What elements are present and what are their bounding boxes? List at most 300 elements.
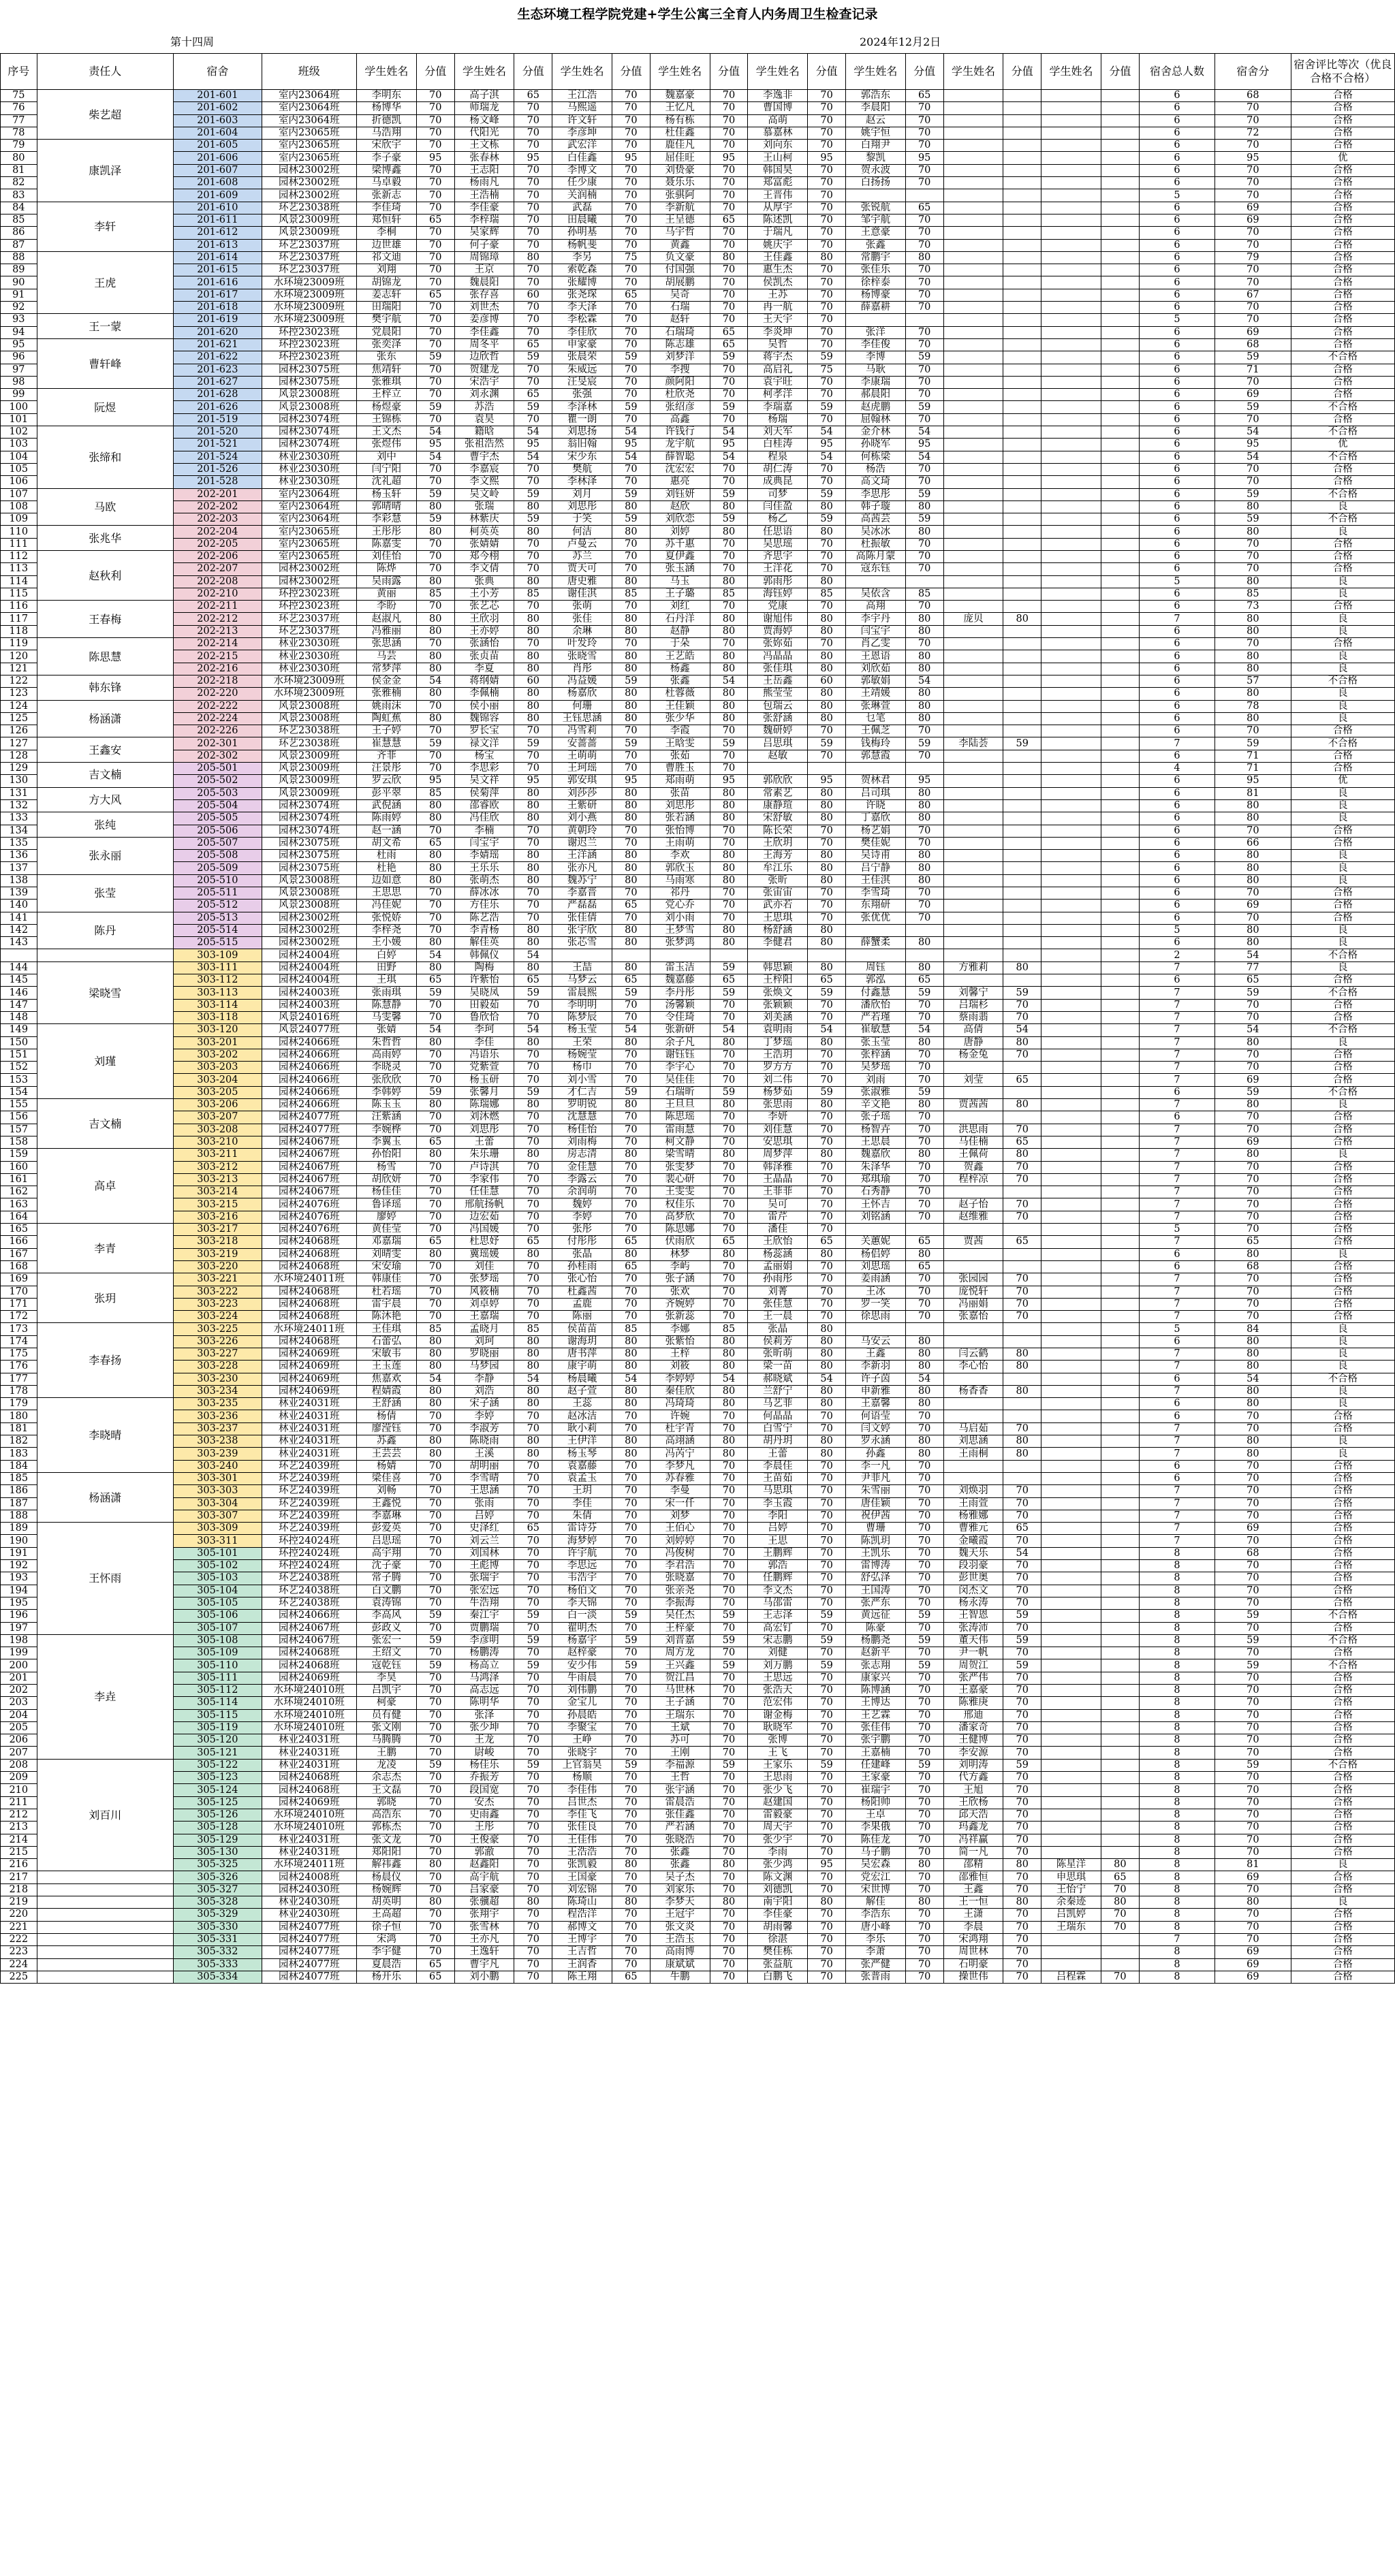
student-score: 80 (905, 500, 943, 513)
student-score: 70 (612, 1871, 651, 1883)
student-score (1003, 289, 1041, 301)
row-number: 171 (1, 1298, 37, 1310)
student-score: 80 (905, 1398, 943, 1410)
student-score: 65 (416, 214, 454, 226)
student-score: 59 (1003, 1634, 1041, 1647)
student-name (1041, 601, 1101, 613)
row-number: 108 (1, 500, 37, 513)
row-number: 213 (1, 1822, 37, 1834)
student-name (943, 850, 1003, 862)
student-score: 70 (514, 837, 552, 849)
student-name: 张浩天 (748, 1685, 808, 1697)
student-name: 杜思妤 (454, 1236, 514, 1248)
student-score: 70 (710, 601, 748, 613)
class-name: 林业24031班 (262, 1448, 356, 1460)
student-score (1003, 688, 1041, 700)
table-row (1, 214, 1395, 226)
student-score (1101, 413, 1140, 426)
dorm-number: 201-605 (173, 140, 262, 152)
row-number: 184 (1, 1460, 37, 1472)
student-score (1101, 1535, 1140, 1547)
student-score (1003, 152, 1041, 164)
student-name: 吴子杰 (650, 1871, 710, 1883)
class-name: 园林24003班 (262, 987, 356, 999)
dorm-grade: 合格 (1291, 1410, 1394, 1422)
student-name: 邢迪 (943, 1709, 1003, 1721)
page-title: 生态环境工程学院党建+学生公寓三全育人内务周卫生检查记录 (517, 7, 878, 22)
dorm-score: 70 (1215, 1485, 1291, 1497)
student-score (1003, 625, 1041, 637)
student-score (1003, 725, 1041, 737)
dorm-score: 95 (1215, 439, 1291, 451)
student-name: 冯雅丽 (356, 625, 416, 637)
student-score: 70 (416, 1124, 454, 1136)
student-name: 李聚宝 (552, 1721, 612, 1734)
student-score (1101, 1149, 1140, 1161)
dorm-grade: 合格 (1291, 1260, 1394, 1273)
student-score: 65 (514, 974, 552, 987)
student-score: 70 (612, 376, 651, 388)
student-name: 宋浩宇 (454, 376, 514, 388)
table-row (1, 1086, 1395, 1098)
student-name (1041, 1784, 1101, 1796)
student-name: 杨高立 (454, 1659, 514, 1672)
student-name: 魏嘉欣 (845, 1149, 905, 1161)
dorm-number: 305-124 (173, 1784, 262, 1796)
student-name: 祁文迪 (356, 251, 416, 264)
student-name (943, 289, 1003, 301)
student-score: 80 (808, 712, 846, 725)
table-row (1, 1921, 1395, 1933)
student-score: 70 (416, 463, 454, 475)
student-score: 70 (808, 314, 846, 326)
dorm-total: 6 (1139, 513, 1214, 526)
dorm-number: 202-218 (173, 675, 262, 687)
student-score: 59 (710, 488, 748, 500)
student-name (845, 924, 905, 936)
row-number: 109 (1, 513, 37, 526)
student-name: 杨雪 (356, 1161, 416, 1173)
class-name: 园林23002班 (262, 189, 356, 202)
student-name (943, 625, 1003, 637)
student-score: 70 (808, 900, 846, 912)
student-name (845, 949, 905, 961)
student-name: 刘宏锦 (552, 1883, 612, 1896)
student-name (1041, 1173, 1101, 1186)
student-name: 王卓 (845, 1809, 905, 1821)
student-name: 李瑞嘉 (748, 401, 808, 413)
dorm-score: 80 (1215, 1361, 1291, 1373)
dorm-number: 205-504 (173, 799, 262, 812)
student-name: 闫宁阳 (356, 463, 416, 475)
student-score (1101, 837, 1140, 849)
dorm-total: 8 (1139, 1834, 1214, 1846)
dorm-number: 303-219 (173, 1248, 262, 1260)
student-name: 付彤彤 (552, 1236, 612, 1248)
student-name: 宋少东 (552, 451, 612, 463)
student-score: 70 (710, 1585, 748, 1597)
student-name: 邱天浩 (943, 1809, 1003, 1821)
student-name: 孙明基 (552, 227, 612, 239)
dorm-total: 8 (1139, 1909, 1214, 1921)
dorm-total: 8 (1139, 1883, 1214, 1896)
student-score: 70 (1003, 1871, 1041, 1883)
student-name: 王玉莲 (356, 1361, 416, 1373)
student-name: 王雨桐 (943, 1448, 1003, 1460)
student-score: 80 (808, 961, 846, 974)
student-score: 70 (710, 1796, 748, 1809)
student-name (1041, 1834, 1101, 1846)
student-score: 70 (905, 887, 943, 900)
table-row (1, 575, 1395, 588)
student-name: 马芸 (356, 650, 416, 663)
class-name: 林业23030班 (262, 650, 356, 663)
student-name: 马安云 (845, 1335, 905, 1348)
dorm-grade: 不合格 (1291, 488, 1394, 500)
student-name: 崔敏慧 (845, 1024, 905, 1036)
student-name: 樊佳栋 (748, 1946, 808, 1958)
dorm-grade: 合格 (1291, 1062, 1394, 1074)
student-score: 65 (905, 1260, 943, 1273)
student-name: 刘中 (356, 451, 416, 463)
dorm-total: 7 (1139, 1186, 1214, 1198)
student-name: 王嘉豪 (943, 1685, 1003, 1697)
student-score (1003, 887, 1041, 900)
student-score: 70 (416, 1198, 454, 1211)
class-name: 环艺24039班 (262, 1523, 356, 1535)
dorm-grade: 合格 (1291, 1011, 1394, 1023)
student-name (943, 700, 1003, 712)
student-name: 李文熙 (454, 476, 514, 488)
student-name: 侯金金 (356, 675, 416, 687)
student-score: 80 (1003, 961, 1041, 974)
student-name (943, 1111, 1003, 1124)
student-name: 郑恒轩 (356, 214, 416, 226)
dorm-grade: 良 (1291, 787, 1394, 799)
student-name: 慕嘉林 (748, 127, 808, 139)
student-score: 70 (514, 1846, 552, 1858)
student-score: 70 (416, 1822, 454, 1834)
student-score: 80 (514, 625, 552, 637)
student-score: 70 (808, 750, 846, 762)
student-score: 59 (514, 1086, 552, 1098)
student-score: 70 (612, 825, 651, 837)
student-score: 85 (612, 588, 651, 600)
student-name (1041, 526, 1101, 538)
student-name (943, 912, 1003, 924)
student-name (943, 1062, 1003, 1074)
dorm-number: 201-611 (173, 214, 262, 226)
student-name (1041, 140, 1101, 152)
student-score (1101, 887, 1140, 900)
dorm-score: 70 (1215, 463, 1291, 475)
student-name: 薛冰冰 (454, 887, 514, 900)
student-name: 陈玉玉 (356, 1099, 416, 1111)
student-name: 姚宇恒 (845, 127, 905, 139)
student-score: 70 (612, 1049, 651, 1061)
student-score: 54 (710, 451, 748, 463)
student-name: 寇东钰 (845, 563, 905, 575)
student-score: 70 (808, 1173, 846, 1186)
student-score: 70 (612, 389, 651, 401)
student-name: 崔瑞宇 (845, 1784, 905, 1796)
student-name: 魏锦容 (454, 712, 514, 725)
student-score: 70 (1003, 1809, 1041, 1821)
student-score: 70 (612, 364, 651, 376)
student-name: 周世林 (943, 1946, 1003, 1958)
student-score: 70 (808, 837, 846, 849)
student-name: 安蔷蔷 (552, 737, 612, 750)
student-name: 王子婷 (356, 725, 416, 737)
student-name: 王蕾 (454, 1136, 514, 1148)
student-name (1041, 1610, 1101, 1622)
dorm-number: 303-111 (173, 961, 262, 974)
student-score: 70 (905, 1074, 943, 1086)
dorm-score: 95 (1215, 152, 1291, 164)
student-name: 高倩 (943, 1024, 1003, 1036)
student-name (1041, 1933, 1101, 1945)
table-row (1, 850, 1395, 862)
student-score: 54 (416, 1373, 454, 1385)
student-score (1101, 1049, 1140, 1061)
column-header: 宿舍评比等次（优良合格不合格） (1291, 54, 1394, 90)
class-name: 水环境24011班 (262, 1273, 356, 1286)
table-row (1, 1435, 1395, 1448)
dorm-grade: 合格 (1291, 763, 1394, 775)
student-score: 70 (808, 302, 846, 314)
student-score: 70 (612, 1883, 651, 1896)
student-score: 70 (514, 114, 552, 127)
student-score: 70 (710, 1298, 748, 1310)
student-score: 80 (416, 575, 454, 588)
student-score: 70 (905, 1709, 943, 1721)
student-name: 高翔 (845, 601, 905, 613)
table-row (1, 837, 1395, 849)
student-name: 汪紫涵 (356, 1111, 416, 1124)
student-name: 李佳欣 (552, 326, 612, 338)
student-score: 70 (416, 1721, 454, 1734)
dorm-grade: 优 (1291, 152, 1394, 164)
student-name: 贺建龙 (454, 364, 514, 376)
dorm-total: 6 (1139, 787, 1214, 799)
dorm-score: 71 (1215, 763, 1291, 775)
dorm-total: 7 (1139, 1236, 1214, 1248)
student-score: 70 (514, 413, 552, 426)
responsible-person (37, 949, 173, 961)
student-score: 70 (612, 463, 651, 475)
student-score: 70 (710, 563, 748, 575)
dorm-score: 70 (1215, 413, 1291, 426)
student-score: 70 (710, 140, 748, 152)
student-name: 张玉莹 (845, 1036, 905, 1049)
dorm-grade: 合格 (1291, 1523, 1394, 1535)
student-name: 杜佳鑫 (650, 127, 710, 139)
row-number: 127 (1, 737, 37, 750)
student-score: 80 (808, 526, 846, 538)
student-score: 70 (514, 264, 552, 276)
dorm-score: 80 (1215, 1448, 1291, 1460)
student-score: 70 (416, 1647, 454, 1659)
student-name: 苏春雅 (650, 1472, 710, 1484)
dorm-score: 69 (1215, 1523, 1291, 1535)
student-name: 张涛沛 (943, 1622, 1003, 1634)
student-name: 李楠 (454, 825, 514, 837)
student-name: 雷玉洁 (650, 961, 710, 974)
student-score: 70 (710, 1747, 748, 1759)
student-score: 70 (514, 1547, 552, 1559)
student-name (1041, 164, 1101, 176)
student-name (1041, 1672, 1101, 1684)
class-name: 园林24003班 (262, 999, 356, 1011)
row-number: 188 (1, 1510, 37, 1522)
student-name: 王紫研 (552, 799, 612, 812)
class-name: 园林24069班 (262, 1385, 356, 1397)
student-score (1101, 1697, 1140, 1709)
student-name: 王龙 (454, 1734, 514, 1747)
student-name: 王亦凡 (454, 1933, 514, 1945)
student-name (943, 140, 1003, 152)
student-name: 石瑞 (650, 302, 710, 314)
student-name (943, 1086, 1003, 1098)
student-score (1101, 937, 1140, 949)
student-score: 95 (514, 775, 552, 787)
responsible-person (37, 1871, 173, 1883)
student-name: 刘佳怡 (356, 550, 416, 562)
student-score: 65 (1003, 1236, 1041, 1248)
student-name: 李梦天 (650, 1896, 710, 1909)
student-score: 70 (1003, 1647, 1041, 1659)
dorm-score: 70 (1215, 189, 1291, 202)
student-score: 80 (808, 1398, 846, 1410)
student-name (1041, 1435, 1101, 1448)
student-name: 汪旻宸 (552, 376, 612, 388)
student-score (1101, 90, 1140, 102)
student-score: 80 (905, 1149, 943, 1161)
student-name: 王山柯 (748, 152, 808, 164)
student-score: 80 (612, 1361, 651, 1373)
dorm-grade: 良 (1291, 588, 1394, 600)
row-number: 122 (1, 675, 37, 687)
student-name: 闫宝宇 (845, 625, 905, 637)
student-score: 70 (514, 127, 552, 139)
dorm-number: 202-208 (173, 575, 262, 588)
student-score: 70 (612, 1622, 651, 1634)
dorm-total: 6 (1139, 90, 1214, 102)
student-name (943, 601, 1003, 613)
student-name: 张彤 (552, 1224, 612, 1236)
student-name: 代阳光 (454, 127, 514, 139)
dorm-score: 54 (1215, 426, 1291, 439)
student-name: 王浩楠 (454, 189, 514, 202)
dorm-total: 7 (1139, 1198, 1214, 1211)
student-score: 70 (710, 1933, 748, 1945)
student-name (1041, 1597, 1101, 1609)
dorm-score: 59 (1215, 737, 1291, 750)
student-score: 70 (710, 1422, 748, 1435)
student-name: 薛嘉耕 (845, 302, 905, 314)
dorm-grade: 不合格 (1291, 351, 1394, 364)
student-name: 杨乙 (748, 513, 808, 526)
student-name: 张绍彦 (650, 401, 710, 413)
student-score: 70 (514, 376, 552, 388)
student-score (1101, 351, 1140, 364)
row-number: 179 (1, 1398, 37, 1410)
student-score: 65 (416, 1958, 454, 1971)
student-score: 65 (1003, 1523, 1041, 1535)
class-name: 环控23023班 (262, 588, 356, 600)
student-name: 段羽豪 (943, 1560, 1003, 1572)
dorm-total: 6 (1139, 177, 1214, 189)
student-score (1101, 1647, 1140, 1659)
student-name (1041, 650, 1101, 663)
student-name: 王佳琪 (356, 1323, 416, 1335)
student-score: 80 (416, 812, 454, 825)
responsible-person: 李晓晴 (37, 1398, 173, 1473)
student-score: 70 (612, 725, 651, 737)
student-score: 54 (808, 1373, 846, 1385)
student-score: 80 (416, 799, 454, 812)
class-name: 园林24066班 (262, 1036, 356, 1049)
student-score: 70 (514, 1834, 552, 1846)
student-score (1101, 1062, 1140, 1074)
student-name: 王绍文 (356, 1647, 416, 1659)
student-name: 赵一涵 (356, 825, 416, 837)
student-name: 马雨寒 (650, 874, 710, 887)
student-name (1041, 202, 1101, 214)
dorm-grade: 合格 (1291, 302, 1394, 314)
responsible-person: 张兆华 (37, 526, 173, 551)
student-score: 70 (808, 1909, 846, 1921)
student-name: 王哲 (650, 1772, 710, 1784)
student-score: 59 (514, 737, 552, 750)
student-score: 70 (514, 763, 552, 775)
student-score (1003, 1398, 1041, 1410)
dorm-score: 80 (1215, 1036, 1291, 1049)
dorm-grade: 合格 (1291, 164, 1394, 176)
row-number: 167 (1, 1248, 37, 1260)
student-name: 李佳鑫 (454, 326, 514, 338)
student-score (1101, 1211, 1140, 1223)
student-name (1041, 625, 1101, 637)
student-score: 70 (416, 638, 454, 650)
dorm-grade: 良 (1291, 924, 1394, 936)
student-score: 80 (416, 712, 454, 725)
student-score: 80 (808, 1348, 846, 1360)
dorm-number: 303-311 (173, 1535, 262, 1547)
class-name: 水环境24011班 (262, 1323, 356, 1335)
student-score: 80 (612, 526, 651, 538)
student-score: 70 (905, 114, 943, 127)
student-name: 刘小燕 (552, 812, 612, 825)
student-name: 郭澈 (454, 1846, 514, 1858)
student-name: 侯苗苗 (552, 1323, 612, 1335)
dorm-total: 6 (1139, 874, 1214, 887)
student-name: 张骐阿 (650, 189, 710, 202)
student-name: 杜艳 (356, 862, 416, 874)
student-name: 王意豪 (845, 227, 905, 239)
student-name: 惠生杰 (748, 264, 808, 276)
student-name: 何栋梁 (845, 451, 905, 463)
dorm-score: 70 (1215, 264, 1291, 276)
dorm-score: 80 (1215, 1335, 1291, 1348)
student-name: 张奕泽 (356, 338, 416, 351)
dorm-score: 70 (1215, 1921, 1291, 1933)
student-score: 59 (514, 1759, 552, 1771)
student-name: 孙鑫 (845, 1448, 905, 1460)
student-name (943, 862, 1003, 874)
student-name (1041, 825, 1101, 837)
student-score (1101, 1260, 1140, 1273)
